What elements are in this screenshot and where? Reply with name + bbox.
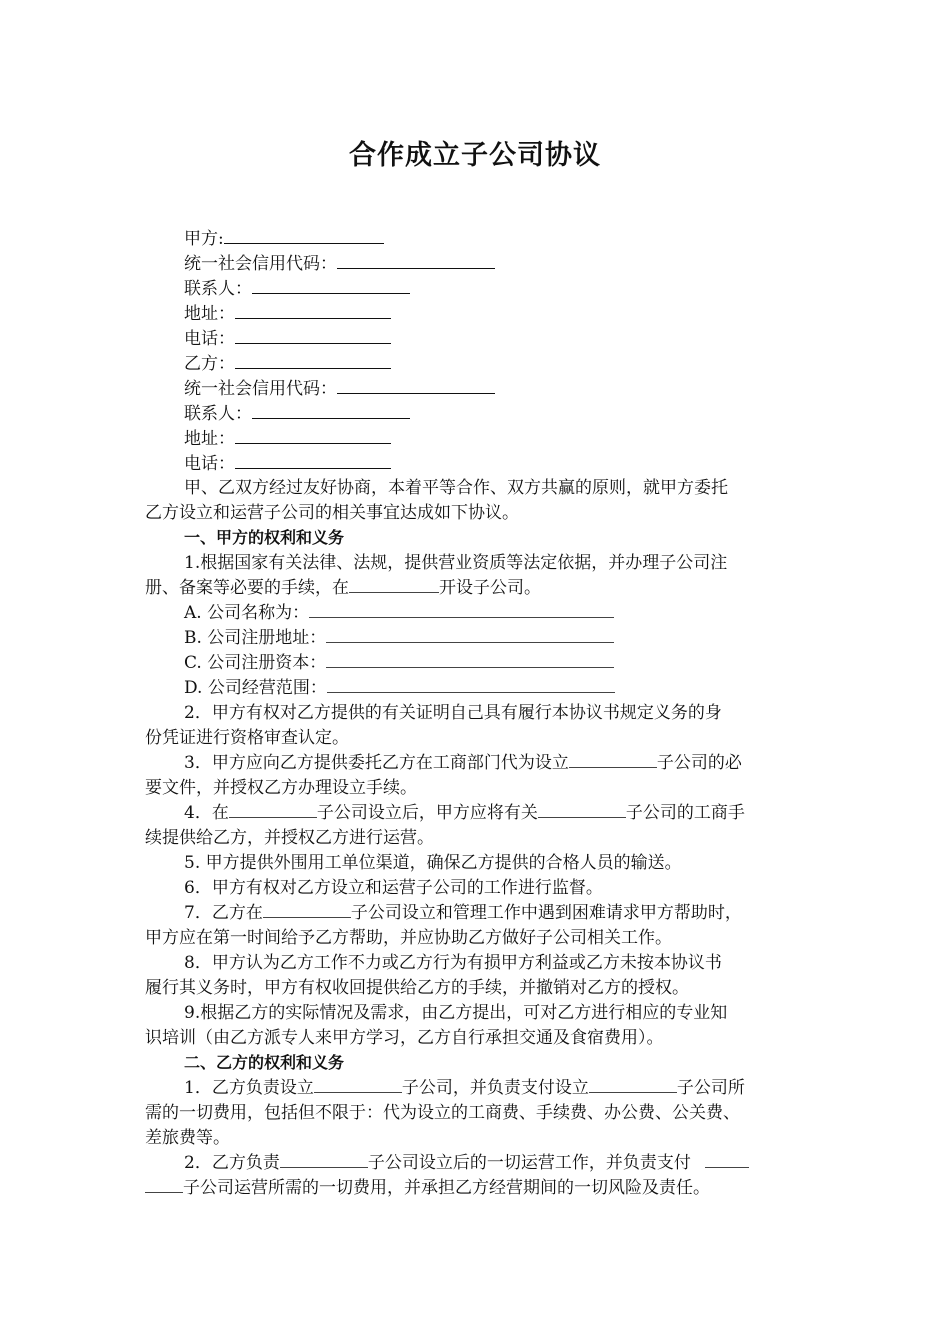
s1-item1-location-blank[interactable] — [349, 577, 439, 593]
s1-item6: 6．甲方有权对乙方设立和运营子公司的工作进行监督。 — [184, 878, 603, 898]
s1-item8-line2: 履行其义务时，甲方有权收回提供给乙方的手续，并撤销对乙方的授权。 — [145, 978, 689, 998]
s1-item4-blank-1[interactable] — [229, 802, 317, 818]
company-name-label: A. 公司名称为： — [184, 603, 310, 623]
s2-item2-text-c: 子公司运营所需的一切费用，并承担乙方经营期间的一切风险及责任。 — [183, 1178, 710, 1198]
company-scope-blank[interactable] — [327, 677, 615, 693]
s2-item2-blank-2b[interactable] — [145, 1177, 183, 1193]
party-a-address-line — [184, 301, 391, 325]
s2-item1-text-a: 1．乙方负责设立 — [184, 1078, 314, 1098]
party-b-credit-code-label: 统一社会信用代码： — [184, 379, 337, 399]
party-a-phone-line — [184, 326, 391, 350]
party-b-phone-line — [184, 451, 391, 475]
s1-item7-line1 — [184, 901, 742, 925]
s2-item1-line2: 需的一切费用，包括但不限于：代为设立的工商费、手续费、办公费、公关费、 — [145, 1103, 740, 1123]
party-a-address-blank[interactable] — [235, 301, 391, 319]
company-address-blank[interactable] — [326, 627, 614, 643]
party-b-contact-label: 联系人： — [184, 404, 252, 424]
intro-line-1: 甲、乙双方经过友好协商，本着平等合作、双方共赢的原则，就甲方委托 — [184, 478, 728, 498]
party-b-credit-code-line — [184, 376, 495, 400]
s2-item1-text-b: 子公司，并负责支付设立 — [401, 1078, 589, 1098]
s2-item2-text-b: 子公司设立后的一切运营工作，并负责支付 — [367, 1153, 691, 1173]
s1-item1-a — [184, 601, 614, 625]
s1-item3-text-a: 3．甲方应向乙方提供委托乙方在工商部门代为设立 — [184, 753, 569, 773]
company-address-label: B. 公司注册地址： — [184, 628, 327, 648]
s1-item9-line1: 9.根据乙方的实际情况及需求，由乙方提出，可对乙方进行相应的专业知 — [184, 1003, 728, 1023]
party-b-credit-code-blank[interactable] — [337, 376, 495, 394]
s1-item9-line2: 识培训（由乙方派专人来甲方学习，乙方自行承担交通及食宿费用）。 — [145, 1028, 664, 1048]
s2-item2-line1 — [184, 1151, 749, 1175]
s1-item1-text-a: 册、备案等必要的手续，在 — [145, 578, 349, 598]
s1-item4-text-b: 子公司设立后，甲方应将有关 — [316, 803, 538, 823]
s2-item1-line1 — [184, 1076, 745, 1100]
s1-item1-c — [184, 651, 614, 675]
s1-item1-b — [184, 626, 614, 650]
s1-item3-line1 — [184, 751, 742, 775]
s1-item2-line2: 份凭证进行资格审查认定。 — [145, 728, 349, 748]
company-name-blank[interactable] — [309, 602, 614, 618]
party-b-phone-blank[interactable] — [235, 451, 391, 469]
s2-item2-text-a: 2．乙方负责 — [184, 1153, 280, 1173]
party-a-contact-label: 联系人： — [184, 279, 252, 299]
s1-item4-line2: 续提供给乙方，并授权乙方进行运营。 — [145, 828, 434, 848]
s1-item1-line2 — [145, 576, 541, 600]
section-1-heading: 一、甲方的权利和义务 — [184, 528, 345, 547]
s1-item7-blank[interactable] — [263, 902, 351, 918]
s1-item5: 5. 甲方提供外围用工单位渠道，确保乙方提供的合格人员的输送。 — [184, 853, 682, 873]
s1-item7-text-b: 子公司设立和管理工作中遇到困难请求甲方帮助时， — [350, 903, 742, 923]
s2-item2-blank-2a[interactable] — [705, 1152, 749, 1168]
company-scope-label: D. 公司经营范围： — [184, 678, 327, 698]
company-capital-blank[interactable] — [326, 652, 614, 668]
s2-item1-line3: 差旅费等。 — [145, 1128, 230, 1148]
party-b-address-blank[interactable] — [235, 426, 391, 444]
section-2-heading: 二、乙方的权利和义务 — [184, 1053, 345, 1072]
party-a-phone-blank[interactable] — [235, 326, 391, 344]
party-b-line — [184, 351, 391, 375]
s1-item1-line1: 1.根据国家有关法律、法规，提供营业资质等法定依据，并办理子公司注 — [184, 553, 728, 573]
party-b-label: 乙方： — [184, 354, 235, 374]
s1-item3-blank[interactable] — [569, 752, 657, 768]
party-a-credit-code-label: 统一社会信用代码： — [184, 254, 337, 274]
document-title: 合作成立子公司协议 — [349, 140, 601, 171]
party-b-contact-line — [184, 401, 410, 425]
s1-item4-line1 — [184, 801, 745, 825]
party-b-blank[interactable] — [235, 351, 391, 369]
s1-item4-text-a: 4．在 — [184, 803, 229, 823]
party-a-label: 甲方: — [184, 229, 224, 249]
s2-item1-blank-2[interactable] — [589, 1077, 677, 1093]
s1-item8-line1: 8．甲方认为乙方工作不力或乙方行为有损甲方利益或乙方未按本协议书 — [184, 953, 722, 973]
party-a-blank[interactable] — [224, 226, 384, 244]
intro-line-2: 乙方设立和运营子公司的相关事宜达成如下协议。 — [145, 503, 519, 523]
party-a-contact-line — [184, 276, 410, 300]
s1-item4-text-c: 子公司的工商手 — [625, 803, 745, 823]
s1-item1-d — [184, 676, 615, 700]
party-a-contact-blank[interactable] — [252, 276, 410, 294]
party-b-address-line — [184, 426, 391, 450]
s1-item3-line2: 要文件，并授权乙方办理设立手续。 — [145, 778, 417, 798]
s2-item2-line2 — [145, 1176, 710, 1200]
party-a-credit-code-line — [184, 251, 495, 275]
s1-item7-line2: 甲方应在第一时间给予乙方帮助，并应协助乙方做好子公司相关工作。 — [145, 928, 672, 948]
s1-item4-blank-2[interactable] — [538, 802, 626, 818]
s1-item1-text-b: 开设子公司。 — [439, 578, 541, 598]
s2-item1-text-c: 子公司所 — [676, 1078, 745, 1098]
s1-item2-line1: 2．甲方有权对乙方提供的有关证明自己具有履行本协议书规定义务的身 — [184, 703, 722, 723]
party-a-line — [184, 226, 384, 250]
party-b-address-label: 地址： — [184, 429, 235, 449]
party-a-credit-code-blank[interactable] — [337, 251, 495, 269]
company-capital-label: C. 公司注册资本： — [184, 653, 327, 673]
s1-item3-text-b: 子公司的必 — [656, 753, 742, 773]
party-a-phone-label: 电话： — [184, 329, 235, 349]
s1-item7-text-a: 7．乙方在 — [184, 903, 263, 923]
party-a-address-label: 地址： — [184, 304, 235, 324]
s2-item2-blank-1[interactable] — [280, 1152, 368, 1168]
party-b-contact-blank[interactable] — [252, 401, 410, 419]
s2-item1-blank-1[interactable] — [314, 1077, 402, 1093]
party-b-phone-label: 电话： — [184, 454, 235, 474]
